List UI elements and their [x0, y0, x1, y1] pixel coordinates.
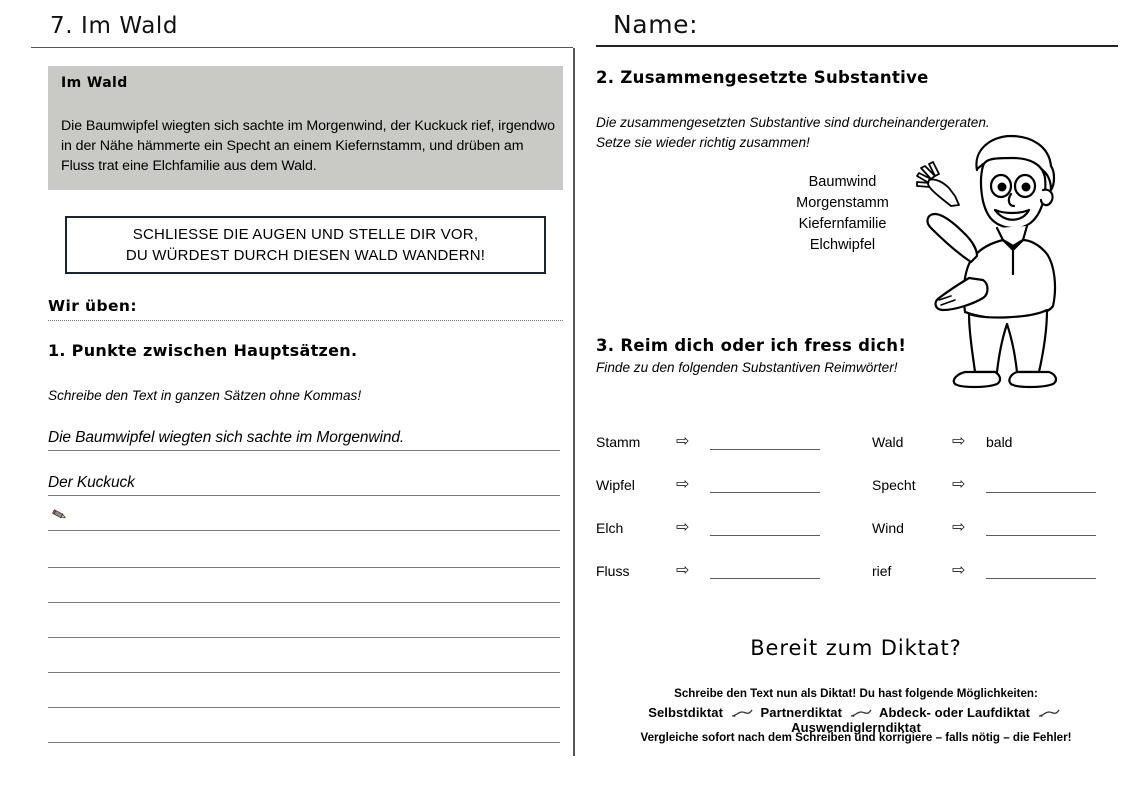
- task-1-heading: 1. Punkte zwischen Hauptsätzen.: [48, 341, 358, 360]
- compound-word-item: Morgenstamm: [796, 195, 889, 211]
- imagine-instruction-text: [126, 224, 485, 266]
- pencil-separator-icon: [850, 708, 872, 719]
- rhyme-answer-blank[interactable]: [986, 478, 1096, 493]
- rhyme-answer-blank[interactable]: [986, 521, 1096, 536]
- table-row: [596, 477, 1116, 520]
- writing-line[interactable]: [48, 672, 560, 673]
- rhyme-answer-blank[interactable]: [710, 478, 820, 493]
- task-2-instruction-line-2: Setze sie wieder richtig zusammen!: [596, 135, 810, 150]
- rhyme-pair-left: [596, 434, 820, 450]
- pencil-separator-icon: [731, 708, 753, 719]
- writing-line[interactable]: [48, 602, 560, 603]
- imagine-line-1: SCHLIESSE DIE AUGEN UND STELLE DIR VOR,: [132, 226, 479, 243]
- imagine-instruction-box: [65, 216, 546, 274]
- rhyme-pair-right: [872, 520, 1096, 536]
- story-box: [48, 66, 563, 190]
- arrow-right-icon: ⇨: [952, 433, 966, 450]
- arrow-right-icon: ⇨: [676, 433, 690, 450]
- arrow-right-icon: ⇨: [676, 562, 690, 579]
- rhyme-answer-blank[interactable]: [986, 564, 1096, 579]
- rhyme-pair-right: [872, 434, 1096, 450]
- story-text: Die Baumwipfel wiegten sich sachte im Morgenwind, der Kuckuck rief, irgendwo in der Nähe hämmerte ein Specht an einem Kiefernstamm, und drüben am Fluss trat eine Elchfamilie aus dem Wald.: [61, 118, 555, 174]
- table-row: [596, 563, 1116, 606]
- boy-pointing-figure: [925, 128, 1095, 390]
- rhyme-prompt-word: Wind: [872, 520, 904, 536]
- rhyme-prompt-word: Elch: [596, 520, 624, 536]
- task-3-heading: 3. Reim dich oder ich fress dich!: [596, 336, 907, 355]
- writing-line[interactable]: [48, 637, 560, 638]
- practice-heading: Wir üben:: [48, 297, 137, 315]
- arrow-right-icon: ⇨: [952, 562, 966, 579]
- task-2-heading: 2. Zusammengesetzte Substantive: [596, 68, 929, 87]
- compound-word-item: Elchwipfel: [809, 237, 876, 253]
- writing-line[interactable]: [48, 742, 560, 743]
- rhyme-prompt-word: Stamm: [596, 434, 641, 450]
- diktat-footer-text: Vergleiche sofort nach dem Schreiben und korrigiere – falls nötig – die Fehler!: [640, 731, 1072, 744]
- rhyme-answer-blank[interactable]: [710, 521, 820, 536]
- compound-word-list: [760, 172, 925, 256]
- name-field-label: Name:: [613, 10, 699, 39]
- pencil-icon: [52, 508, 68, 522]
- rhyme-prompt-word: Wald: [872, 434, 904, 450]
- pencil-separator-icon: [1038, 708, 1060, 719]
- practice-heading-rule: [48, 320, 563, 321]
- task-1-instruction: Schreibe den Text in ganzen Sätzen ohne Kommas!: [48, 388, 362, 403]
- arrow-right-icon: ⇨: [676, 476, 690, 493]
- rhyme-pair-right: [872, 477, 1096, 493]
- rhyme-pair-left: [596, 563, 820, 579]
- diktat-intro-text: Schreibe den Text nun als Diktat! Du hast folgende Möglichkeiten:: [674, 687, 1038, 700]
- diktat-option: Abdeck- oder Laufdiktat: [878, 705, 1031, 720]
- writing-line[interactable]: [48, 495, 560, 496]
- compound-word-item: Baumwind: [808, 174, 877, 190]
- task-1-answer-line-2: Der Kuckuck: [48, 474, 140, 492]
- imagine-line-2: DU WÜRDEST DURCH DIESEN WALD WANDERN!: [125, 247, 486, 264]
- rhyme-answer-blank[interactable]: [710, 564, 820, 579]
- rhyme-prompt-word: Wipfel: [596, 477, 635, 493]
- rhyme-pair-right: [872, 563, 1096, 579]
- compound-word-item: Kiefernfamilie: [798, 216, 887, 232]
- arrow-right-icon: ⇨: [952, 476, 966, 493]
- diktat-option: Auswendiglerndiktat: [791, 720, 921, 735]
- arrow-right-icon: ⇨: [676, 519, 690, 536]
- story-title: Im Wald: [61, 75, 128, 91]
- rhyme-prompt-word: Specht: [872, 477, 916, 493]
- table-row: [596, 520, 1116, 563]
- table-row: [596, 434, 1116, 477]
- diktat-option: Selbstdiktat: [648, 705, 724, 720]
- task-1-answer-line-1: Die Baumwipfel wiegten sich sachte im Morgenwind.: [48, 429, 409, 447]
- rhyme-pair-left: [596, 520, 820, 536]
- writing-line[interactable]: [48, 567, 560, 568]
- rhyme-prompt-word: rief: [872, 563, 892, 579]
- writing-line[interactable]: [48, 530, 560, 531]
- diktat-heading: Bereit zum Diktat?: [750, 636, 962, 660]
- writing-line[interactable]: [48, 707, 560, 708]
- writing-line[interactable]: [48, 450, 560, 451]
- rhyme-prompt-word: Fluss: [596, 563, 630, 579]
- rhyme-answer-filled: bald: [986, 434, 1013, 450]
- arrow-right-icon: ⇨: [952, 519, 966, 536]
- diktat-option: Partnerdiktat: [760, 705, 843, 720]
- task-2-instruction-line-1: Die zusammengesetzten Substantive sind durcheinandergeraten.: [596, 115, 990, 130]
- rhyme-table: [596, 434, 1116, 606]
- page-title: 7. Im Wald: [50, 13, 179, 39]
- rhyme-pair-left: [596, 477, 820, 493]
- rhyme-answer-blank[interactable]: [710, 435, 820, 450]
- task-3-instruction: Finde zu den folgenden Substantiven Reimwörter!: [596, 360, 898, 375]
